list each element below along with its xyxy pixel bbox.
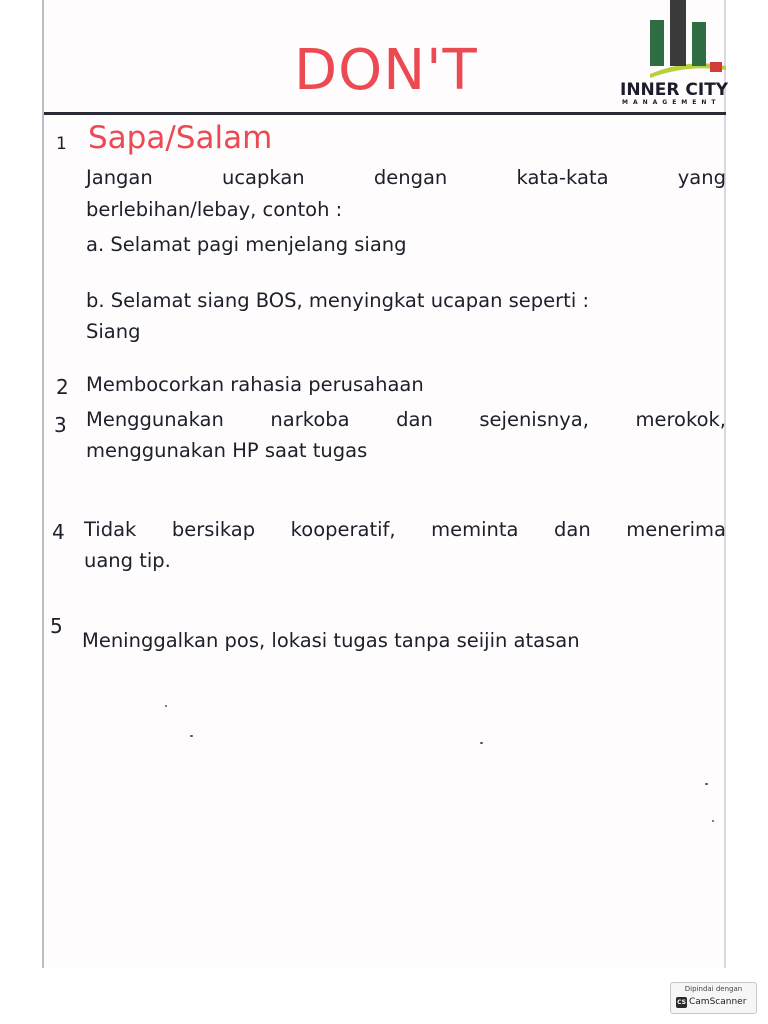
badge-caption: Dipindai dengan	[684, 985, 743, 993]
item-4-line2: uang tip.	[84, 549, 171, 572]
scan-speck	[165, 705, 167, 707]
item-number-5: 5	[50, 614, 63, 638]
scan-speck	[712, 820, 714, 822]
scan-speck	[705, 783, 708, 785]
item-3-line1: Menggunakan narkoba dan sejenisnya, merokok,	[86, 408, 726, 431]
item-5-text: Meninggalkan pos, lokasi tugas tanpa seijin atasan	[82, 629, 580, 652]
logo-subtitle: MANAGEMENT	[622, 99, 721, 106]
item-1-sub-a: a. Selamat pagi menjelang siang	[86, 233, 407, 256]
camscanner-icon: CS	[677, 999, 686, 1006]
item-1-sub-b-line1: b. Selamat siang BOS, menyingkat ucapan seperti :	[86, 289, 590, 312]
header-rule	[44, 112, 726, 115]
logo-bars-icon	[648, 0, 728, 82]
item-4-line1: Tidak bersikap kooperatif, meminta dan menerima	[84, 518, 726, 541]
item-number-1: 1	[56, 134, 67, 154]
logo-name: INNER CITY	[620, 80, 729, 100]
badge-app-name: CamScanner	[689, 997, 747, 1007]
item-2-text: Membocorkan rahasia perusahaan	[86, 373, 424, 396]
item-number-2: 2	[56, 375, 69, 399]
item-1-sub-b-line2: Siang	[86, 320, 141, 343]
item-1-intro-line1: Jangan ucapkan dengan kata-kata yang	[86, 166, 726, 189]
item-3-line2: menggunakan HP saat tugas	[86, 439, 368, 462]
scan-speck	[480, 742, 483, 744]
scan-speck	[190, 735, 193, 737]
camscanner-badge	[670, 982, 757, 1014]
item-1-intro-line2: berlebihan/lebay, contoh :	[86, 198, 343, 221]
section-heading: Sapa/Salam	[88, 120, 273, 156]
item-number-4: 4	[52, 520, 65, 544]
company-logo	[620, 0, 728, 110]
page-title: DON'T	[294, 38, 478, 103]
item-number-3: 3	[54, 413, 67, 437]
